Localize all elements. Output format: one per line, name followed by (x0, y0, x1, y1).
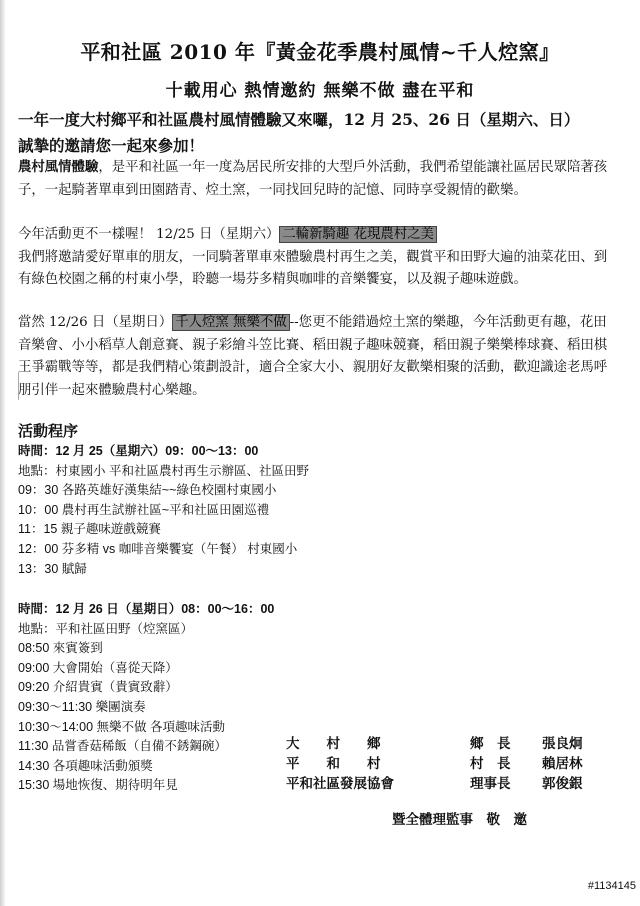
paragraph-day1 (18, 224, 616, 292)
schedule-day2 (18, 600, 274, 796)
day2-text: --您更不能錯過焢土窯的樂趣，今年活動更有趣，花田音樂會、小小稻草人創意賽、親子彩繪斗笠比賽、稻田親子趣味競賽，稻田親子樂樂棒球賽、稻田棋王爭霸戰等等，都是我們精心策劃設計，適合全家大小、親朋好友歡樂相聚的活動，歡迎識途老馬呼朋引伴一起來體驗農村心樂趣。 (18, 315, 608, 398)
announcement: 一年一度大村鄉平和社區農村風情體驗又來囉，12 月 25、26 日（星期六、日） (18, 110, 580, 129)
signatory-org: 大 村 鄉 (286, 736, 381, 752)
list-item: 09：30 各路英雄好漢集結~~綠色校園村東國小 (18, 483, 277, 498)
page-title: 平和社區 2010 年『黃金花季農村風情~千人焢窯』 (80, 40, 560, 64)
signatory-row (286, 774, 583, 794)
day2-highlight: 千人焢窯 無樂不做 (172, 314, 289, 331)
signatory-title: 鄉 長 (470, 736, 511, 752)
signatory-row (286, 754, 583, 774)
list-item: 14:30 各項趣味活動頒獎 (18, 758, 153, 773)
signatory-title: 理事長 (470, 776, 511, 792)
day2-time: 時間：12 月 26 日（星期日）08：00～16：00 (18, 602, 275, 616)
signatory-org: 平 和 村 (286, 756, 381, 772)
signature-block (286, 734, 583, 794)
list-item: 09:00 大會開始（喜從天降） (18, 660, 178, 675)
list-item: 10:30～14:00 無樂不做 各項趣味活動 (18, 719, 226, 734)
margin-line (18, 372, 19, 400)
list-item: 13：30 賦歸 (18, 561, 87, 576)
day1-highlight: 二輪新騎趣 花現農村之美 (279, 226, 437, 243)
intro-text: ，是平和社區一年一度為居民所安排的大型戶外活動，我們希望能讓社區居民眾陪著孩子，一起騎著單車到田園踏青、焢土窯，一同找回兒時的記憶、同時享受親情的歡樂。 (18, 160, 608, 198)
signatory-title: 村 長 (470, 756, 511, 772)
list-item: 09:30～11:30 樂團演奏 (18, 699, 146, 714)
list-item: 11:30 品嘗香菇稀飯（自備不銹鋼碗） (18, 739, 227, 754)
list-item: 15:30 場地恢復、期待明年見 (18, 778, 178, 793)
day1-text: 我們將邀請愛好單車的朋友，一同騎著單車來體驗農村再生之美，觀賞平和田野大遍的油菜花田、到有綠色校園之稱的村東小學，聆聽一場芬多精與咖啡的音樂饗宴，以及親子趣味遊戲。 (18, 249, 608, 287)
intro-lead: 農村風情體驗 (18, 159, 99, 175)
list-item: 10：00 農村再生試辦社區~平和社區田園巡禮 (18, 502, 270, 517)
list-item: 08:50 來賓簽到 (18, 641, 103, 656)
closing-line: 暨全體理監事 敬 邀 (392, 812, 527, 828)
signatory-org: 平和社區發展協會 (286, 776, 394, 792)
day1-prefix: 今年活動更不一樣喔！ 12/25 日（星期六） (18, 227, 280, 242)
day1-place: 地點：村東國小 平和社區農村再生示辦區、社區田野 (18, 463, 309, 478)
document-id: #1134145 (587, 880, 636, 892)
signatory-name: 郭俊銀 (542, 776, 583, 792)
scan-edge (0, 0, 6, 906)
day2-place: 地點：平和社區田野（焢窯區） (18, 621, 194, 636)
page-subtitle: 十載用心 熱情邀約 無樂不做 盡在平和 (165, 81, 475, 101)
signatory-name: 賴居林 (542, 756, 583, 772)
invitation-line: 誠摯的邀請您一起來參加！ (18, 136, 205, 155)
signatory-name: 張良炯 (542, 736, 583, 752)
schedule-day1 (18, 442, 309, 579)
list-item: 09:20 介紹貴賓（貴賓致辭） (18, 680, 178, 695)
signatory-row (286, 734, 583, 754)
program-title: 活動程序 (18, 423, 79, 440)
paragraph-day2 (18, 312, 616, 402)
day2-prefix: 當然 12/26 日（星期日） (18, 315, 173, 330)
day1-time: 時間：12 月 25（星期六）09：00～13：00 (18, 444, 259, 458)
list-item: 12：00 芬多精 vs 咖啡音樂饗宴（午餐） 村東國小 (18, 541, 298, 556)
paragraph-intro (18, 156, 616, 202)
list-item: 11：15 親子趣味遊戲競賽 (18, 522, 161, 537)
